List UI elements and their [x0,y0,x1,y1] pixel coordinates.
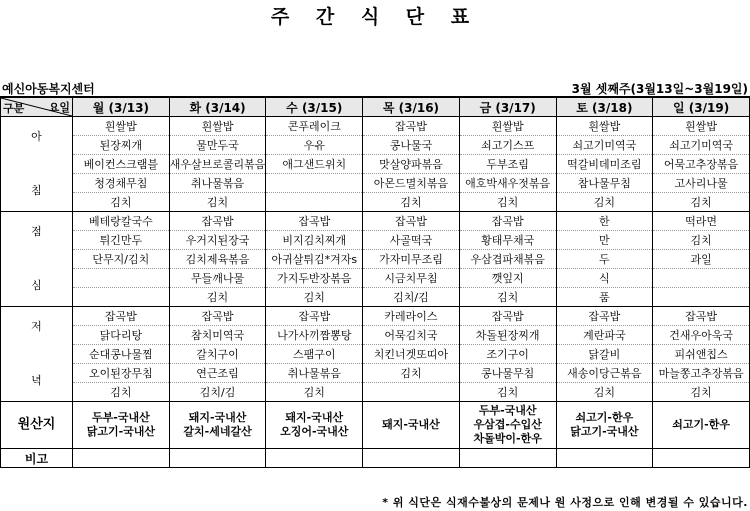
menu-item: 갈치구이 [169,345,266,364]
menu-item: 김치 [363,193,460,212]
origin-line: 돼지-국내산 [285,411,344,424]
menu-item: 취나물볶음 [169,174,266,193]
day-header-mon: 월 (3/13) [73,97,170,117]
meal-label-lunch [1,212,73,307]
menu-item: 애호박새우젓볶음 [459,174,556,193]
menu-row-dinner [1,326,750,345]
menu-item [73,269,170,288]
footnote: * 위 식단은 식재수불상의 문제나 원 사정으로 인해 변경될 수 있습니다. [382,496,748,509]
menu-item: 김치 [459,193,556,212]
remark-cell [363,449,460,468]
menu-item: 가지두반장볶음 [266,269,363,288]
menu-item: 나가사끼짬뽕탕 [266,326,363,345]
menu-item: 만 [556,231,653,250]
menu-item: 김치 [459,383,556,402]
menu-item: 흰쌀밥 [459,117,556,136]
day-header-fri: 금 (3/17) [459,97,556,117]
menu-item: 피쉬앤칩스 [653,345,750,364]
menu-item: 잡곡밥 [363,117,460,136]
menu-item [266,193,363,212]
menu-item: 콘푸레이크 [266,117,363,136]
menu-item: 잡곡밥 [653,307,750,326]
corner-label-day: 요일 [48,101,70,114]
meal-label-char: 아 [31,130,42,143]
menu-item: 김치제육볶음 [169,250,266,269]
menu-item: 쇠고기미역국 [653,136,750,155]
menu-item: 단무지/김치 [73,250,170,269]
origin-cell [266,402,363,449]
menu-item: 카레라이스 [363,307,460,326]
menu-row-lunch [1,269,750,288]
menu-item: 김치 [556,383,653,402]
origin-line: 오징어-국내산 [280,425,349,438]
remark-cell [169,449,266,468]
menu-item: 잡곡밥 [556,307,653,326]
origin-line: 차돌박이-한우 [473,432,542,445]
menu-item: 김치 [459,288,556,307]
menu-item: 잡곡밥 [459,307,556,326]
menu-item: 김치 [653,231,750,250]
origin-line: 닭고기-국내산 [570,425,639,438]
menu-item: 새우살브로콜리볶음 [169,155,266,174]
menu-item: 연근조림 [169,364,266,383]
day-header-wed: 수 (3/15) [266,97,363,117]
origin-line: 닭고기-국내산 [86,425,156,438]
origin-line: 돼지-국내산 [382,418,440,431]
origin-line: 두부-국내산 [478,404,537,417]
menu-item: 무들깨나물 [169,269,266,288]
origin-cell [556,402,653,449]
menu-item: 물만두국 [169,136,266,155]
menu-item: 흰쌀밥 [73,117,170,136]
menu-item: 베테랑칼국수 [73,212,170,231]
header-row [1,97,750,117]
menu-item: 두 [556,250,653,269]
origin-line: 우삼겹-수입산 [473,418,542,431]
menu-row-lunch [1,231,750,250]
meal-label-char: 저 [31,320,42,333]
menu-item: 콩나물무침 [459,364,556,383]
day-header-sat: 토 (3/18) [556,97,653,117]
menu-item: 떡갈비데미조림 [556,155,653,174]
meal-label-breakfast [1,117,73,212]
day-header-thu: 목 (3/16) [363,97,460,117]
menu-row-breakfast [1,136,750,155]
menu-item: 청경채무침 [73,174,170,193]
meal-label-char: 녁 [31,374,42,387]
menu-item: 취나물볶음 [266,364,363,383]
day-header-tue: 화 (3/14) [169,97,266,117]
menu-item: 김치 [169,193,266,212]
remark-cell [653,449,750,468]
menu-item: 김치 [169,288,266,307]
menu-item: 흰쌀밥 [556,117,653,136]
menu-item: 과일 [653,250,750,269]
menu-item [653,269,750,288]
menu-item [363,383,460,402]
menu-item: 우유 [266,136,363,155]
menu-row-breakfast [1,174,750,193]
menu-item [73,288,170,307]
corner-label-category: 구분 [3,102,25,115]
remark-label: 비고 [1,449,73,468]
menu-row-dinner [1,345,750,364]
menu-item: 잡곡밥 [459,212,556,231]
menu-item: 아귀살튀김*겨자s [266,250,363,269]
menu-item: 조기구이 [459,345,556,364]
menu-item [653,288,750,307]
menu-item: 식 [556,269,653,288]
origin-cell [363,402,460,449]
meal-label-char: 점 [31,225,42,238]
menu-item: 사골떡국 [363,231,460,250]
menu-row-lunch [1,250,750,269]
menu-item: 고사리나물 [653,174,750,193]
menu-item: 잡곡밥 [169,212,266,231]
origin-cell [459,402,556,449]
menu-item: 김치 [653,383,750,402]
meal-label-char: 심 [31,279,42,292]
origin-cell [73,402,170,449]
menu-item: 된장찌개 [73,136,170,155]
menu-item: 흰쌀밥 [169,117,266,136]
day-header-sun: 일 (3/19) [653,97,750,117]
origin-cell [169,402,266,449]
menu-item: 베이컨스크램블 [73,155,170,174]
menu-row-lunch [1,212,750,231]
origin-label: 원산지 [1,402,73,449]
week-period: 3월 셋째주(3월13일~3월19일) [571,82,748,96]
menu-item: 잡곡밥 [266,307,363,326]
menu-item: 잡곡밥 [169,307,266,326]
menu-item: 스팸구이 [266,345,363,364]
menu-item: 김치 [73,193,170,212]
remark-cell [459,449,556,468]
meal-label-dinner [1,307,73,402]
menu-item: 우삼겹파채볶음 [459,250,556,269]
remark-cell [556,449,653,468]
menu-item: 김치 [556,193,653,212]
menu-item: 쇠고기미역국 [556,136,653,155]
menu-item: 잡곡밥 [363,212,460,231]
organization-name: 예신아동복지센터 [2,82,95,96]
origin-row [1,402,750,449]
menu-item: 참나물무침 [556,174,653,193]
menu-item: 튀긴만두 [73,231,170,250]
menu-row-breakfast [1,193,750,212]
menu-item: 우거지된장국 [169,231,266,250]
menu-item: 황태무채국 [459,231,556,250]
menu-item: 치킨너겟또띠아 [363,345,460,364]
menu-row-dinner [1,307,750,326]
origin-line: 두부-국내산 [92,411,150,424]
menu-item: 아몬드멸치볶음 [363,174,460,193]
menu-item: 두부조림 [459,155,556,174]
menu-item: 품 [556,288,653,307]
weekly-menu-table [0,96,750,468]
origin-line: 돼지-국내산 [188,411,247,424]
menu-row-lunch [1,288,750,307]
menu-row-breakfast [1,155,750,174]
menu-item: 비지김치찌개 [266,231,363,250]
page-title: 주 간 식 단 표 [270,6,480,28]
menu-item: 김치 [266,288,363,307]
menu-item: 애그샌드위치 [266,155,363,174]
menu-item: 김치 [653,193,750,212]
menu-item: 맛살양파볶음 [363,155,460,174]
remark-cell [73,449,170,468]
menu-item: 떡라면 [653,212,750,231]
menu-item: 흰쌀밥 [653,117,750,136]
menu-item: 깻잎지 [459,269,556,288]
menu-item: 참치미역국 [169,326,266,345]
origin-cell [653,402,750,449]
menu-row-breakfast [1,117,750,136]
menu-item: 어묵김치국 [363,326,460,345]
menu-item: 시금치무침 [363,269,460,288]
menu-item: 닭다리탕 [73,326,170,345]
menu-item: 김치 [266,383,363,402]
meal-label-char: 침 [31,184,42,197]
menu-item: 차돌된장찌개 [459,326,556,345]
menu-item: 한 [556,212,653,231]
menu-item: 순대콩나물찜 [73,345,170,364]
menu-item: 마늘쫑고추장볶음 [653,364,750,383]
remark-row [1,449,750,468]
corner-header-cell [1,97,73,117]
menu-item: 김치/김 [169,383,266,402]
menu-item: 닭갈비 [556,345,653,364]
menu-item: 쇠고기스프 [459,136,556,155]
menu-row-dinner [1,383,750,402]
origin-line: 쇠고기-한우 [575,411,634,424]
menu-item: 콩나물국 [363,136,460,155]
menu-item: 김치 [73,383,170,402]
menu-item: 건새우아욱국 [653,326,750,345]
menu-item: 잡곡밥 [73,307,170,326]
menu-item: 계란파국 [556,326,653,345]
menu-item: 잡곡밥 [266,212,363,231]
menu-item: 김치 [363,364,460,383]
menu-item: 가자미무조림 [363,250,460,269]
menu-item: 새송이당근볶음 [556,364,653,383]
menu-item [266,174,363,193]
menu-item: 김치/김 [363,288,460,307]
origin-line: 갈치-세네갈산 [183,425,252,438]
menu-row-dinner [1,364,750,383]
origin-line: 쇠고기-한우 [672,418,730,431]
remark-cell [266,449,363,468]
menu-item: 오이된장무침 [73,364,170,383]
menu-item: 어묵고추장볶음 [653,155,750,174]
